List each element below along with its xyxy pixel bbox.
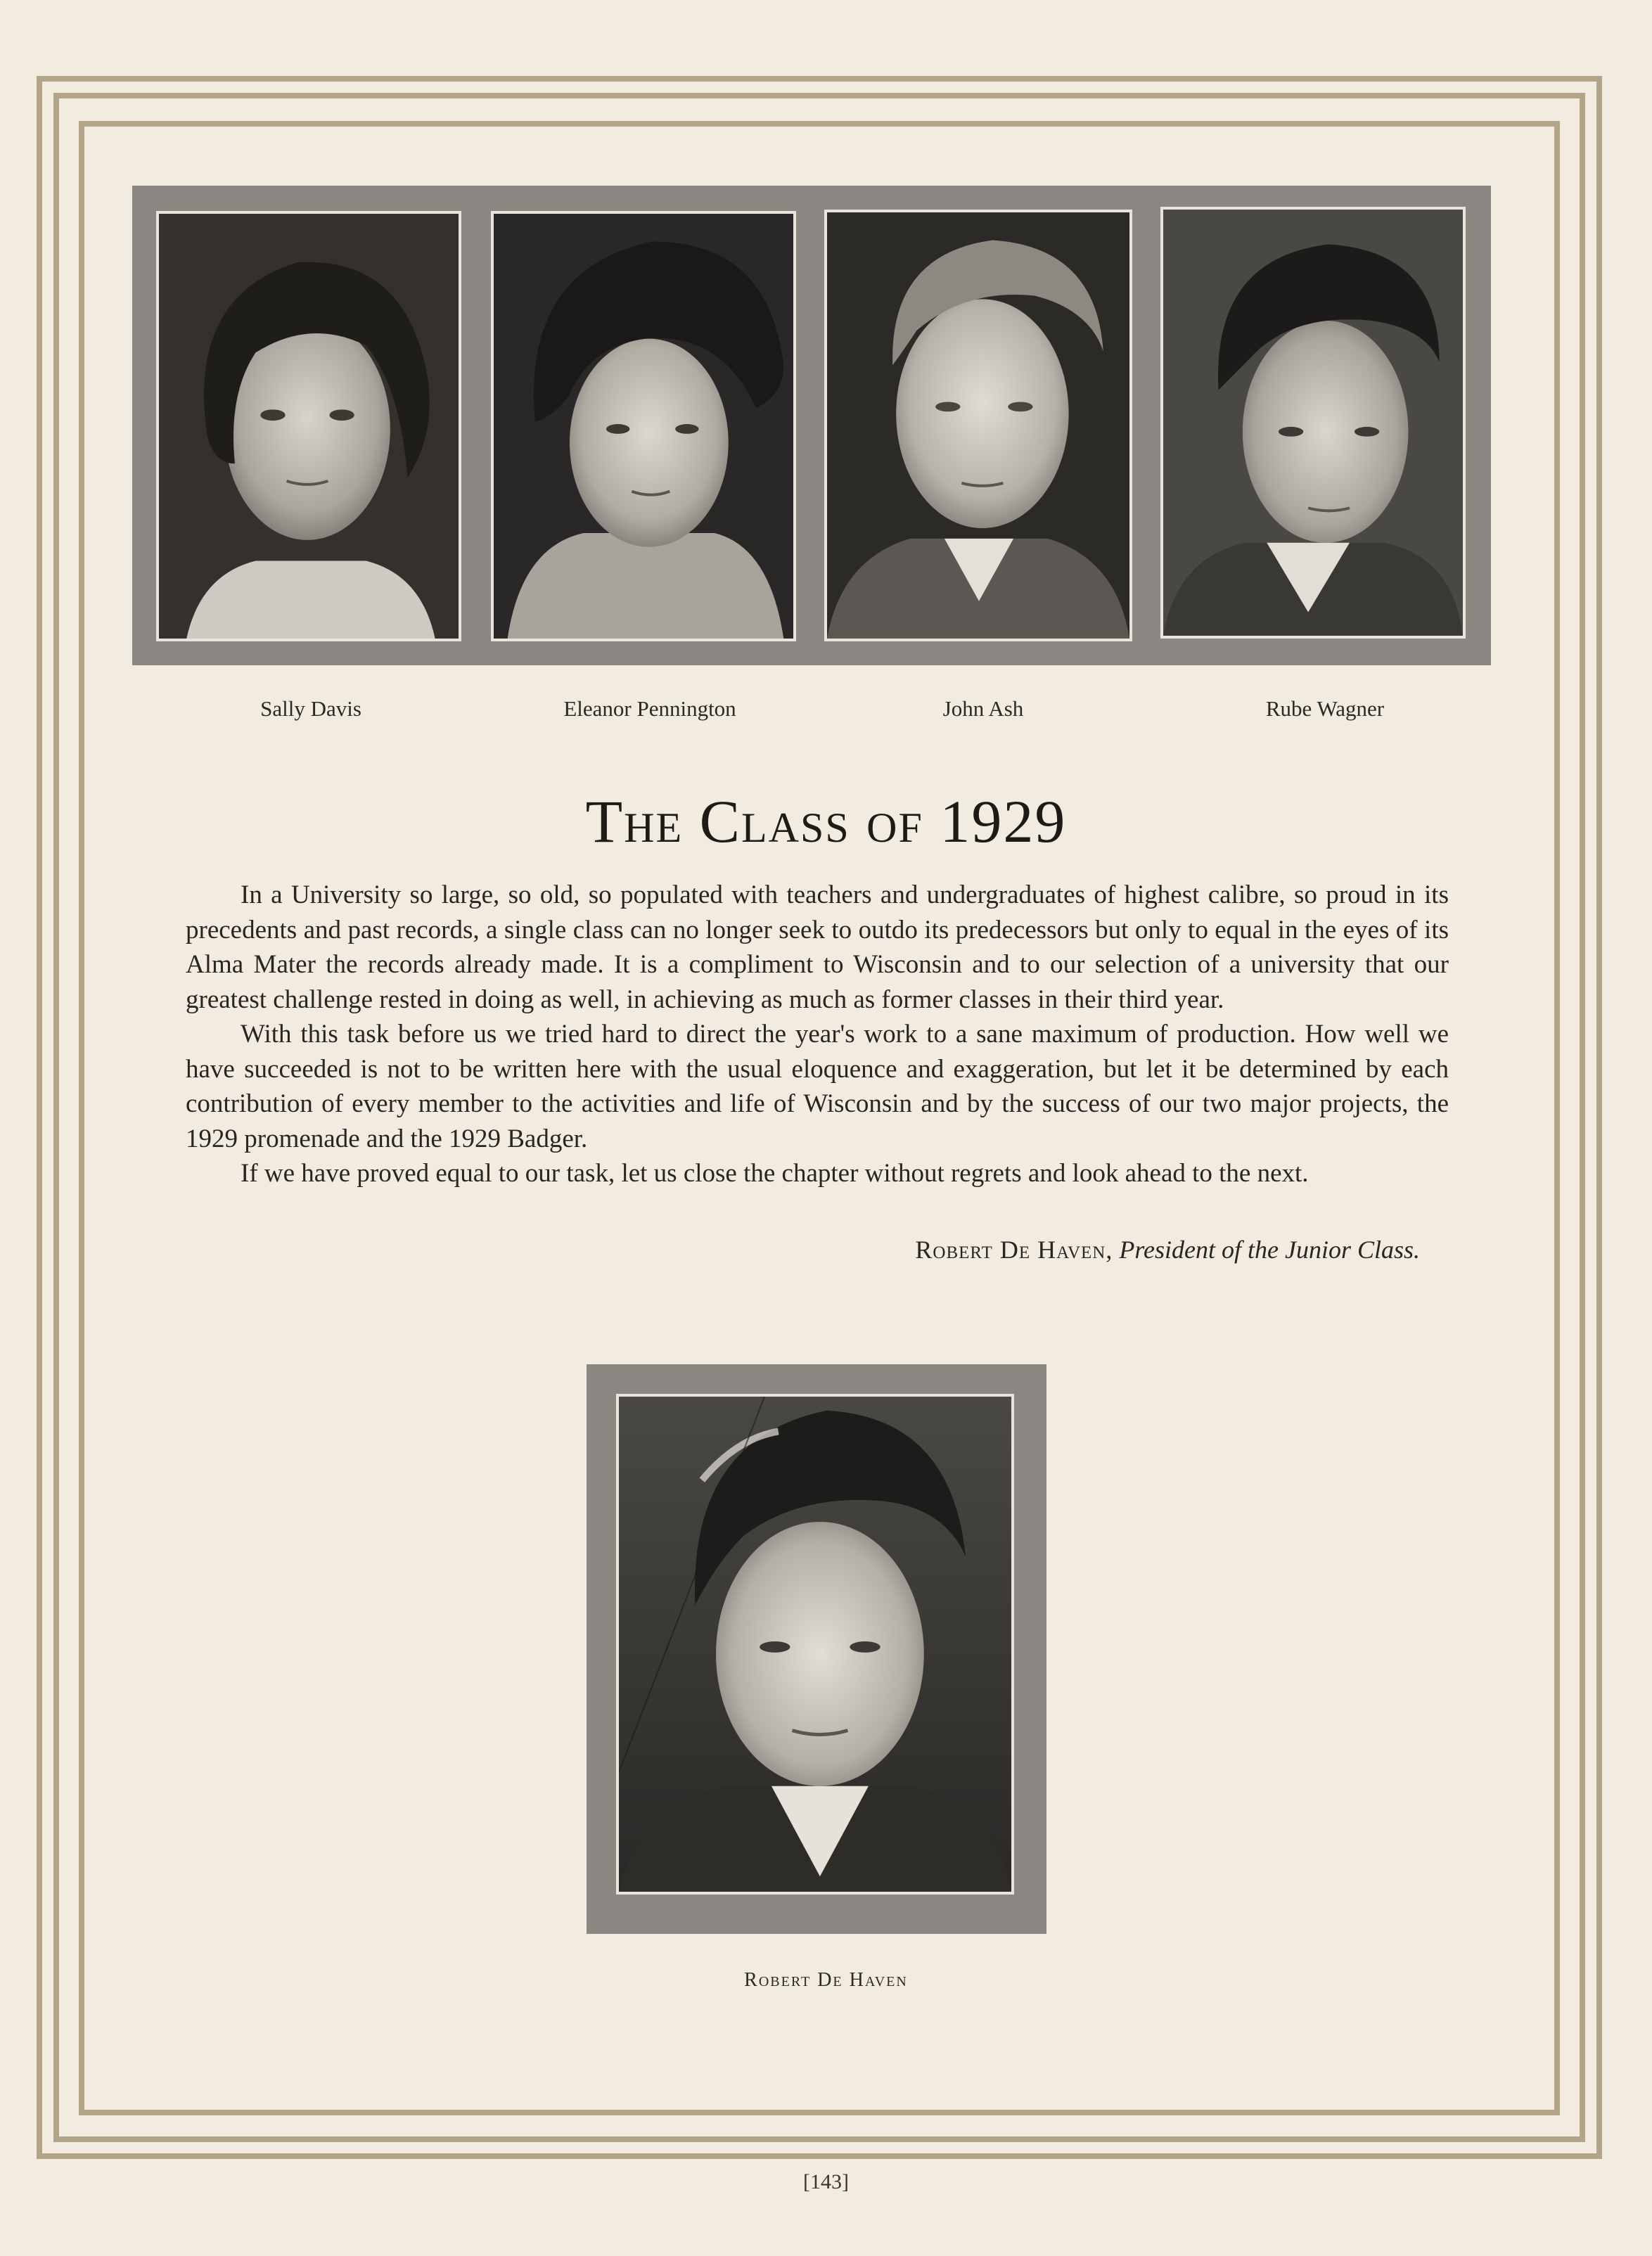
signature xyxy=(915,1235,1420,1264)
page-title: The Class of 1929 xyxy=(585,788,1067,855)
president-portrait-mount xyxy=(587,1364,1046,1934)
portrait-caption: John Ash xyxy=(942,696,1024,721)
signature-name: Robert De Haven, xyxy=(915,1236,1113,1264)
portrait-photo-rube-wagner xyxy=(1160,207,1466,639)
portrait-caption: Eleanor Pennington xyxy=(563,696,736,721)
portrait-caption: Rube Wagner xyxy=(1265,696,1385,721)
paragraph: In a University so large, so old, so populated with teachers and undergraduates of highest calibre, so proud in its precedents and past records, a single class can no longer seek to outdo its predecessors but only to equal in the eyes of its Alma Mater the records already made. It is a compliment to Wisconsin and to our selection of a university that our greatest challenge rested in doing as well, in achieving as much as former classes in their third year. xyxy=(186,880,1449,1014)
paragraph: If we have proved equal to our task, let us close the chapter without regrets and look ahead to the next. xyxy=(241,1159,1309,1188)
portrait-photo-john-ash xyxy=(824,210,1132,641)
portrait-photo-robert-de-haven xyxy=(616,1394,1014,1895)
page-number: [143] xyxy=(803,2170,849,2193)
president-caption: Robert De Haven xyxy=(744,1969,908,1991)
article-body xyxy=(186,878,1449,1191)
signature-role: President of the Junior Class. xyxy=(1119,1236,1420,1264)
portrait-caption: Sally Davis xyxy=(260,696,361,721)
portrait-photo-eleanor-pennington xyxy=(491,211,796,641)
portrait-strip xyxy=(132,186,1491,665)
portrait-photo-sally-davis xyxy=(156,211,461,641)
paragraph: With this task before us we tried hard to direct the year's work to a sane maximum of production. How well we have succeeded is not to be written here with the usual eloquence and exaggeration, but let it be determined by each contribution of every member to the activities and life of Wisconsin and by the success of our two major projects, the 1929 promenade and the 1929 Badger. xyxy=(186,1020,1449,1153)
